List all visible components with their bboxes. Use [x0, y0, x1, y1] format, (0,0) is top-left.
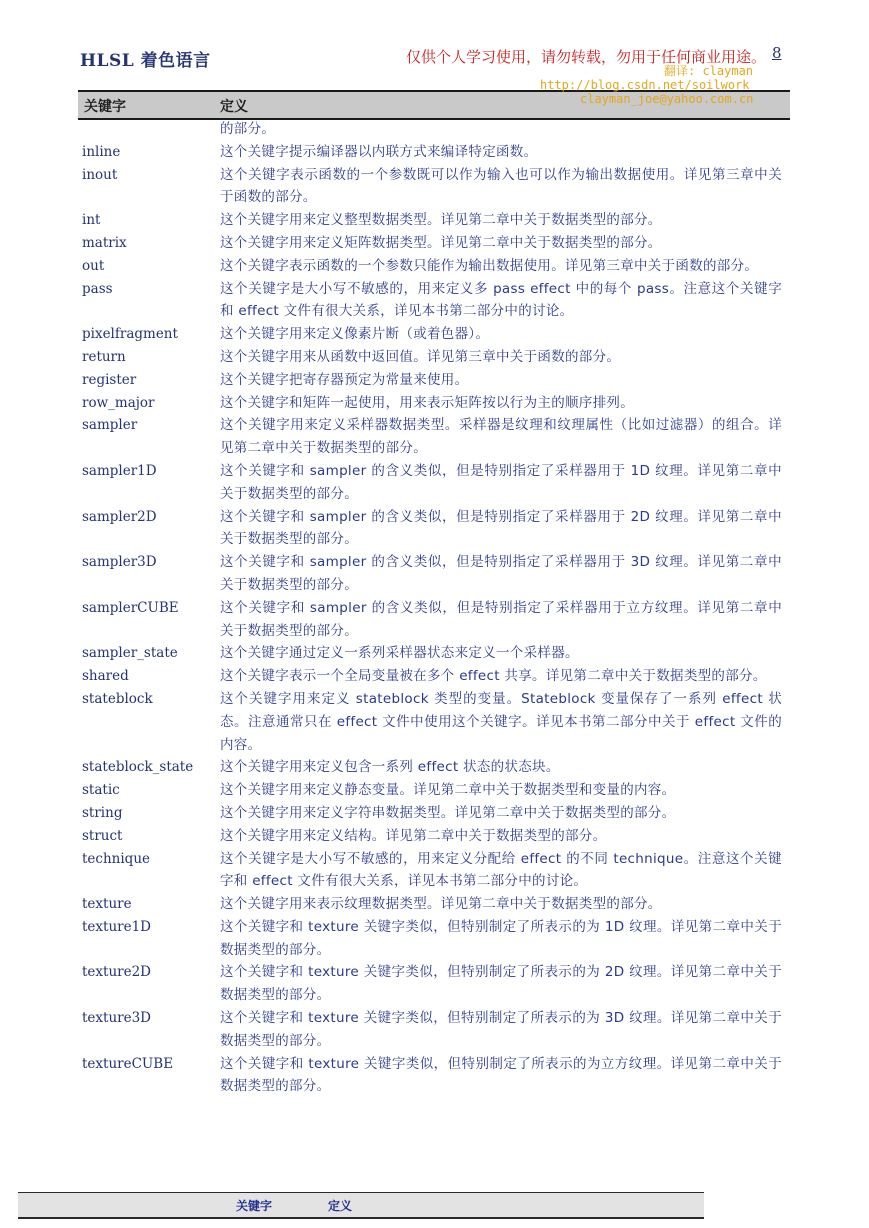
keyword-cell: texture1D [82, 918, 152, 935]
definition-cell: 这个关键字用来定义像素片断（或着色器）。 [220, 326, 490, 343]
table-row [82, 255, 782, 278]
definition-cell: 这个关键字表示函数的一个参数既可以作为输入也可以作为输出数据使用。详见第三章中关于函数的部分。 [220, 166, 782, 206]
column-header-keyword: 关键字 [84, 99, 126, 115]
table-row [82, 756, 782, 779]
definition-cell: 这个关键字用来定义整型数据类型。详见第二章中关于数据类型的部分。 [220, 212, 662, 229]
keyword-cell: shared [82, 668, 129, 685]
definition-cell: 这个关键字和 texture 关键字类似，但特别制定了所表示的为 1D 纹理。详见第二章中关于数据类型的部分。 [220, 918, 782, 958]
definition-cell: 这个关键字用来定义矩阵数据类型。详见第二章中关于数据类型的部分。 [220, 234, 662, 251]
table-row [82, 551, 782, 597]
keyword-cell: texture3D [82, 1010, 152, 1027]
definition-cell: 这个关键字把寄存器预定为常量来使用。 [220, 371, 469, 388]
definition-cell: 这个关键字和 sampler 的含义类似，但是特别指定了采样器用于 1D 纹理。详见第二章中关于数据类型的部分。 [220, 462, 782, 502]
definition-cell: 这个关键字用来定义 stateblock 类型的变量。Stateblock 变量保存了一系列 effect 状态。注意通常只在 effect 文件中使用这个关键字。详见本书第二部分中关于 effect 文件的内容。 [220, 690, 782, 753]
keyword-cell: samplerCUBE [82, 599, 179, 616]
definition-cell: 这个关键字和 texture 关键字类似，但特别制定了所表示的为 3D 纹理。详见第二章中关于数据类型的部分。 [220, 1010, 782, 1049]
table-row [82, 232, 782, 255]
keyword-cell: sampler1D [82, 462, 157, 479]
keyword-cell: static [82, 782, 120, 799]
keyword-cell: sampler [82, 417, 138, 434]
footer-table-header [18, 1192, 704, 1219]
keyword-cell: int [82, 212, 101, 229]
keyword-cell: texture2D [82, 964, 152, 981]
table-row [82, 688, 782, 756]
table-row [82, 118, 782, 141]
keyword-cell: out [82, 257, 105, 274]
translator-watermark [540, 64, 790, 106]
keyword-cell: register [82, 371, 137, 388]
page-number: 8 [772, 44, 782, 62]
table-row [82, 369, 782, 392]
definition-cell: 这个关键字用来定义字符串数据类型。详见第二章中关于数据类型的部分。 [220, 804, 676, 821]
definition-cell: 这个关键字和矩阵一起使用，用来表示矩阵按以行为主的顺序排列。 [220, 394, 634, 411]
definition-cell: 这个关键字通过定义一系列采样器状态来定义一个采样器。 [220, 645, 579, 662]
definition-cell: 这个关键字用来定义静态变量。详见第二章中关于数据类型和变量的内容。 [220, 782, 676, 799]
table-row [82, 506, 782, 552]
keyword-cell: struct [82, 827, 123, 844]
definition-cell: 这个关键字表示一个全局变量被在多个 effect 共享。详见第二章中关于数据类型的部分。 [220, 668, 767, 685]
table-row [82, 278, 782, 324]
table-row [82, 916, 782, 962]
keyword-cell: row_major [82, 394, 155, 411]
table-row [82, 893, 782, 916]
table-row [82, 392, 782, 415]
keyword-cell: pass [82, 280, 113, 297]
table-row [82, 164, 782, 210]
column-header-definition: 定义 [220, 99, 248, 115]
keyword-cell: textureCUBE [82, 1055, 174, 1072]
definition-cell: 这个关键字用来定义包含一系列 effect 状态的状态块。 [220, 759, 560, 776]
table-row [82, 779, 782, 802]
keyword-cell: matrix [82, 234, 127, 251]
table-row [82, 1053, 782, 1099]
footer-column-definition: 定义 [328, 1199, 353, 1213]
table-row [82, 414, 782, 460]
table-row [82, 323, 782, 346]
keyword-cell: pixelfragment [82, 326, 178, 343]
keyword-cell: return [82, 348, 126, 365]
keyword-cell: sampler3D [82, 554, 157, 571]
definition-cell: 这个关键字用来定义采样器数据类型。采样器是纹理和纹理属性（比如过滤器）的组合。详见第二章中关于数据类型的部分。 [220, 417, 782, 457]
table-row [82, 961, 782, 1007]
table-row [82, 642, 782, 665]
table-row [82, 460, 782, 506]
definition-cell: 这个关键字是大小写不敏感的，用来定义分配给 effect 的不同 technique。注意这个关键字和 effect 文件有很大关系，详见本书第二部分中的讨论。 [220, 850, 782, 890]
table-row [82, 825, 782, 848]
table-row [82, 141, 782, 164]
table-row [82, 346, 782, 369]
keyword-cell: technique [82, 850, 151, 867]
keyword-cell: sampler_state [82, 645, 178, 662]
definition-cell: 这个关键字和 texture 关键字类似，但特别制定了所表示的为 2D 纹理。详见第二章中关于数据类型的部分。 [220, 964, 782, 1004]
watermark-email: clayman_joe@yahoo.com.cn [580, 92, 754, 106]
table-row [82, 802, 782, 825]
table-row [82, 1007, 782, 1053]
definition-cell: 的部分。 [220, 121, 276, 137]
definition-cell: 这个关键字表示函数的一个参数只能作为输出数据使用。详见第三章中关于函数的部分。 [220, 257, 759, 274]
keyword-cell: stateblock [82, 690, 153, 707]
definition-cell: 这个关键字和 sampler 的含义类似，但是特别指定了采样器用于立方纹理。详见第二章中关于数据类型的部分。 [220, 599, 782, 639]
doc-title: HLSL 着色语言 [80, 51, 211, 71]
keyword-cell: stateblock_state [82, 759, 194, 776]
keyword-cell: string [82, 804, 123, 821]
definition-cell: 这个关键字提示编译器以内联方式来编译特定函数。 [220, 143, 538, 160]
table-row [82, 597, 782, 643]
keyword-cell: texture [82, 896, 132, 913]
keyword-cell: sampler2D [82, 508, 157, 525]
definition-cell: 这个关键字和 sampler 的含义类似，但是特别指定了采样器用于 3D 纹理。详见第二章中关于数据类型的部分。 [220, 554, 782, 593]
keyword-cell: inline [82, 143, 121, 160]
footer-column-keyword: 关键字 [236, 1199, 273, 1213]
definition-cell: 这个关键字用来定义结构。详见第二章中关于数据类型的部分。 [220, 827, 607, 844]
watermark-translator: 翻译: clayman [664, 64, 754, 78]
keyword-cell: inout [82, 166, 118, 183]
definition-cell: 这个关键字和 texture 关键字类似，但特别制定了所表示的为立方纹理。详见第二章中关于数据类型的部分。 [220, 1055, 782, 1095]
table-row [82, 848, 782, 894]
definition-cell: 这个关键字用来从函数中返回值。详见第三章中关于函数的部分。 [220, 348, 621, 365]
watermark-blog-url: http://blog.csdn.net/soilwork [540, 78, 750, 92]
definition-cell: 这个关键字用来表示纹理数据类型。详见第二章中关于数据类型的部分。 [220, 896, 662, 913]
keyword-table-body [82, 118, 782, 1098]
copyright-notice: 仅供个人学习使用，请勿转载，勿用于任何商业用途。 [406, 48, 767, 66]
table-row [82, 665, 782, 688]
definition-cell: 这个关键字和 sampler 的含义类似，但是特别指定了采样器用于 2D 纹理。详见第二章中关于数据类型的部分。 [220, 508, 782, 548]
definition-cell: 这个关键字是大小写不敏感的，用来定义多 pass effect 中的每个 pass。注意这个关键字和 effect 文件有很大关系，详见本书第二部分中的讨论。 [220, 280, 782, 320]
table-row [82, 209, 782, 232]
